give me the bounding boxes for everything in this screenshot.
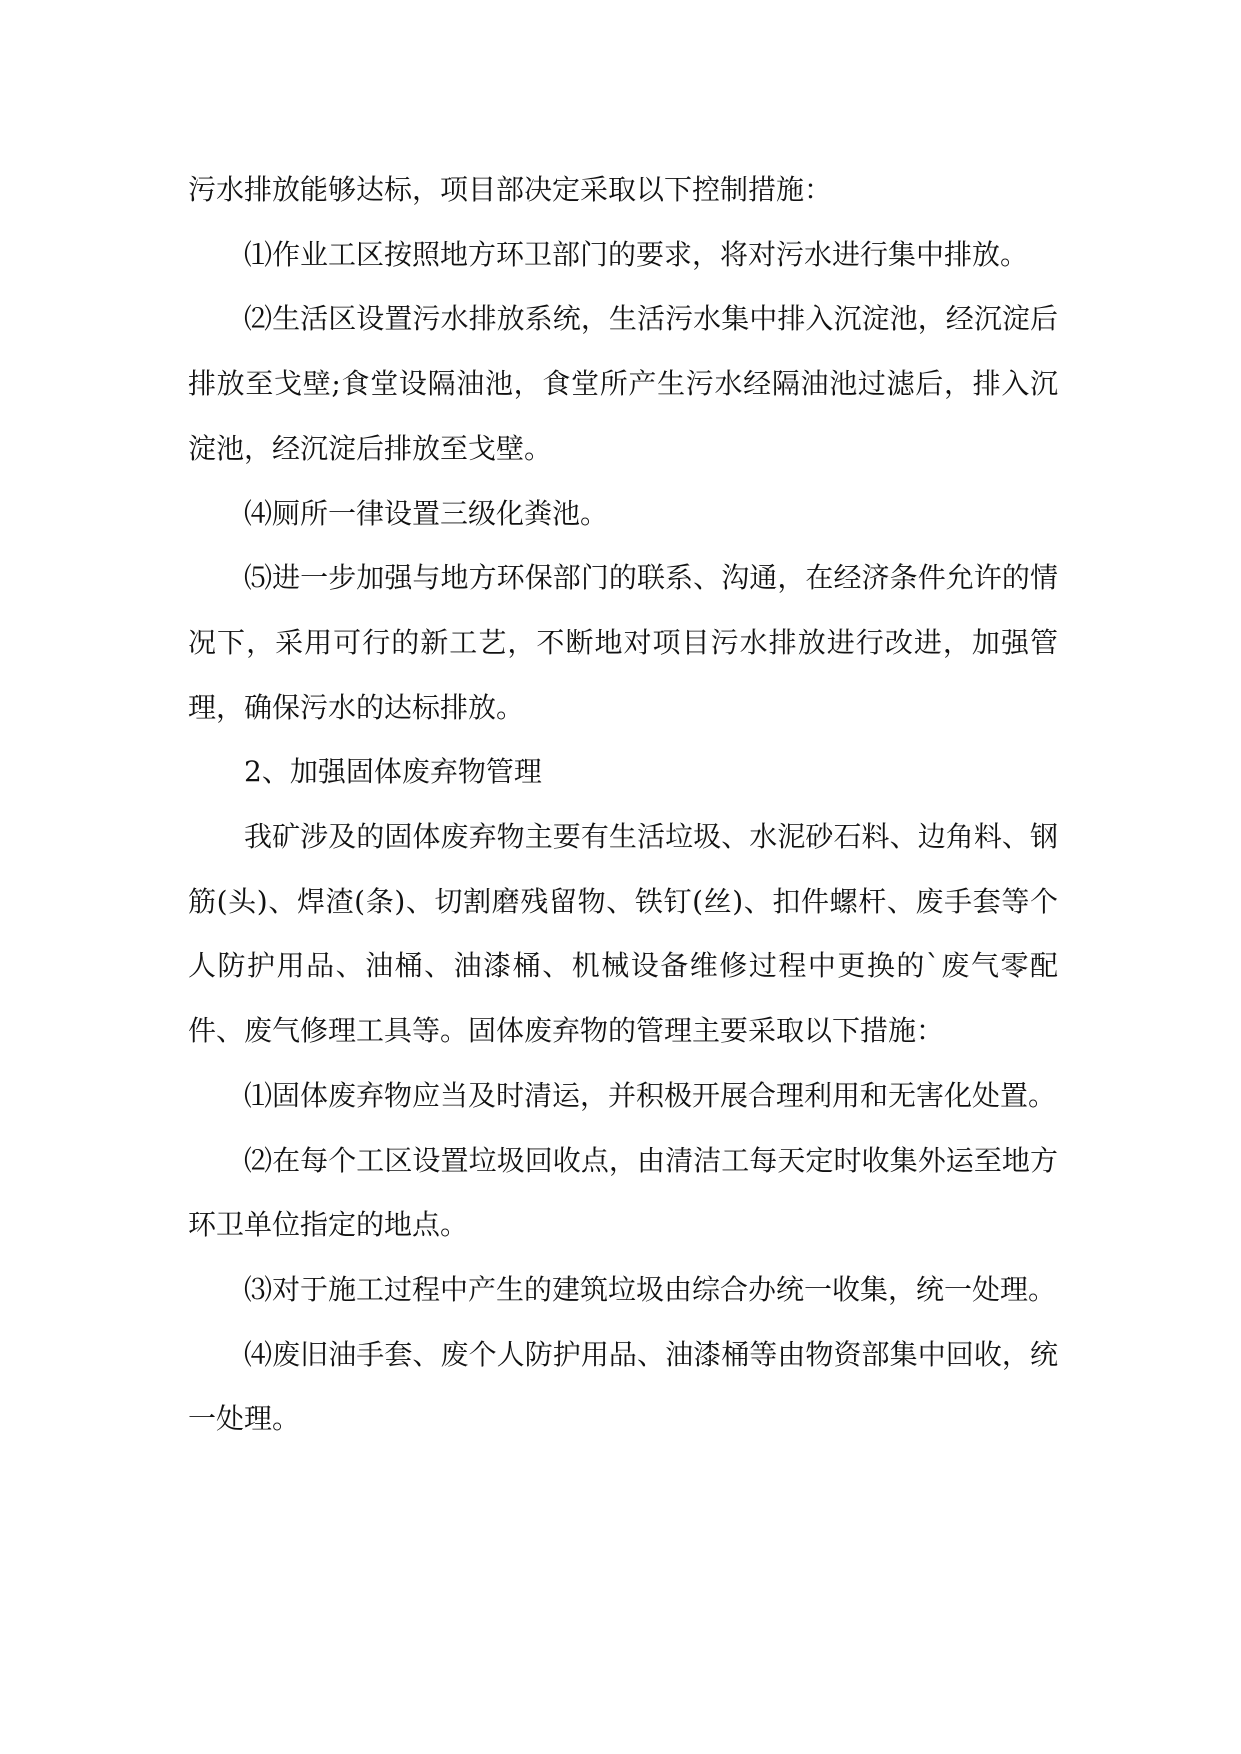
paragraph-waste-item-4: ⑷废旧油手套、废个人防护用品、油漆桶等由物资部集中回收，统一处理。 [188, 1337, 1058, 1436]
paragraph-waste-item-3: ⑶对于施工过程中产生的建筑垃圾由综合办统一收集，统一处理。 [244, 1272, 1057, 1306]
paragraph-item-2: ⑵生活区设置污水排放系统，生活污水集中排入沉淀池，经沉淀后排放至戈壁;食堂设隔油池，食堂所产生污水经隔油池过滤后，排入沉淀池，经沉淀后排放至戈壁。 [188, 302, 1058, 465]
document-body [188, 158, 1058, 1452]
paragraph-waste-item-1: ⑴固体废弃物应当及时清运，并积极开展合理利用和无害化处置。 [244, 1078, 1057, 1112]
section-heading-solid-waste: 2、加强固体废弃物管理 [244, 755, 542, 789]
paragraph-solid-waste-intro: 我矿涉及的固体废弃物主要有生活垃圾、水泥砂石料、边角料、钢筋(头)、焊渣(条)、切割磨残留物、铁钉(丝)、扣件螺杆、废手套等个人防护用品、油桶、油漆桶、机械设备维修过程中更换的`废气零配件、废气修理工具等。固体废弃物的管理主要采取以下措施： [188, 820, 1058, 1048]
paragraph-waste-item-2: ⑵在每个工区设置垃圾回收点，由清洁工每天定时收集外运至地方环卫单位指定的地点。 [188, 1143, 1058, 1242]
paragraph-continuation: 污水排放能够达标，项目部决定采取以下控制措施： [188, 173, 833, 206]
paragraph-item-4: ⑷厕所一律设置三级化粪池。 [244, 496, 609, 530]
paragraph-item-5: ⑸进一步加强与地方环保部门的联系、沟通，在经济条件允许的情况下，采用可行的新工艺，不断地对项目污水排放进行改进，加强管理，确保污水的达标排放。 [188, 561, 1058, 724]
paragraph-item-1: ⑴作业工区按照地方环卫部门的要求，将对污水进行集中排放。 [244, 237, 1029, 271]
